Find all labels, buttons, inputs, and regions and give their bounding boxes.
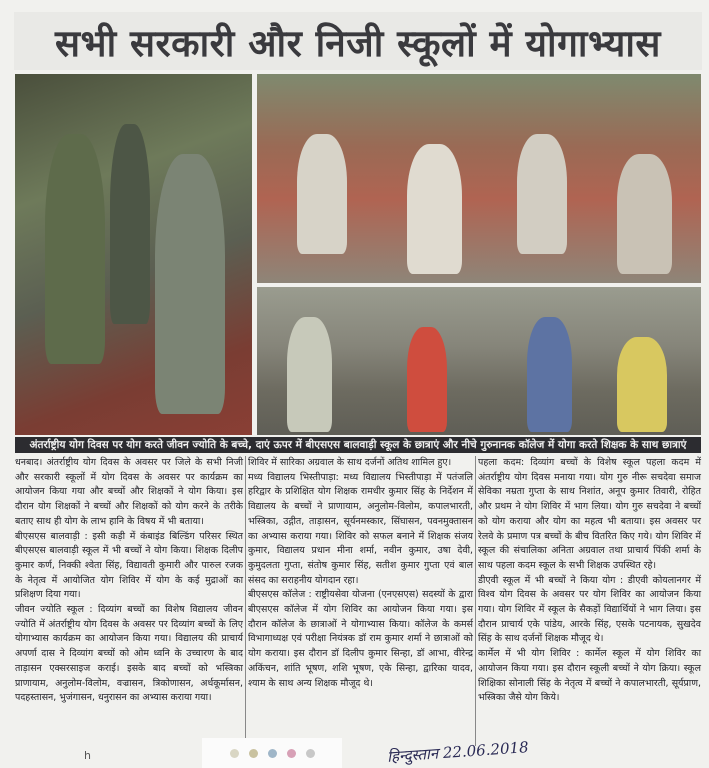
photo-jeevan-jyoti-children xyxy=(15,74,252,435)
paragraph: धनबाद। अंतर्राष्ट्रीय योग दिवस के अवसर पर जिले के सभी निजी और सरकारी स्कूलों में योग दिवस के अवसर पर कार्यक्रम का आयोजन किया गया और बच्चों और शिक्षकों ने योग किया। इस दौरान योग शिक्षकों ने बच्चों और शिक्षकों को योग करने के तरीके बताए साथ ही योग के लाभ हानि के विषय में भी बताया। xyxy=(15,457,243,527)
registration-dot xyxy=(287,749,296,758)
article-column-1 xyxy=(15,456,243,706)
paragraph: मध्य विद्यालय भिस्तीपाड़ा: मध्य विद्यालय भिस्तीपाड़ा में पतंजलि हरिद्वार के प्रशिक्षित योग शिक्षक रामधीर कुमार सिंह के निर्देशन में विद्यालय के बच्चों ने प्राणायाम, अनुलोम-विलोम, कपालभारती, भस्त्रिका, उद्गीत, ताड़ासन, सूर्यनमस्कार, सिंघासन, पवनमुक्तासन का अभ्यास कराया गया। शिविर को सफल बनाने में शिक्षक संजय कुमार, विद्यालय प्रधान मीना शर्मा, नवीन कुमार, उषा देवी, कुमुदलता गुप्ता, संतोष कुमार सिंह, सतीश कुमार गुप्ता एवं बाल संसद का सराहनीय योगदान रहा। xyxy=(248,471,473,586)
registration-dot xyxy=(306,749,315,758)
paragraph: बीएसएस कॉलेज : राष्ट्रीयसेवा योजना (एनएसएस) सदस्यों के द्वारा बीएसएस कॉलेज में योग शिविर का आयोजन किया गया। इस दौरान कॉलेज के छात्राओं ने योगाभ्यास किया। कॉलेज के कमर्स विभागाध्यक्ष एवं परीक्षा नियंत्रक डॉ राम कुमार शर्मा ने छात्राओं को योग कराया। इस दौरान डॉ दिलीप कुमार सिन्हा, डॉ आभा, वीरेन्द्र अकिंचन, शांति भूषण, शशि भूषण, एके सिन्हा, द्वारिका यादव, श्याम के साथ अन्य शिक्षक मौजूद थे। xyxy=(248,589,473,689)
paragraph: पहला कदम: दिव्यांग बच्चों के विशेष स्कूल पहला कदम में अंतर्राष्ट्रीय योग दिवस मनाया गया। योग गुरु नीरू सचदेवा समाज सेविका नम्रता गुप्ता के साथ निशांत, अनूप कुमार तिवारी, रोहित और प्रथम ने योग शिविर में भाग लिया। योग गुरु सचदेवा ने बच्चों को योग कराया और योग का महत्व भी बताया। इस अवसर पर रेलवे के प्रमाण पत्र बच्चों के बीच वितरित किए गये। योग शिविर में स्कूल की संचालिका अनिता अग्रवाल तथा प्राचार्य पिंकी शर्मा के साथ पहला कदम स्कूल के सभी शिक्षक उपस्थित रहे। xyxy=(478,457,701,571)
paragraph: बीएसएस बालवाड़ी : इसी कड़ी में कंबाइंड बिल्डिंग परिसर स्थित बीएसएस बालवाड़ी स्कूल में भी बच्चों ने योग किया। शिक्षक दिलीप कुमार कर्ण, निक्की श्वेता सिंह, विद्यावती कुमारी और पारुल रजक के नेतृत्व में आयोजित योग शिविर में योग के कई मुद्राओं का प्रशिक्षण दिया गया। xyxy=(15,530,243,601)
column-divider xyxy=(245,456,246,746)
article-column-2 xyxy=(248,456,473,691)
article-column-3 xyxy=(478,456,701,706)
photo-gurunanak-college-yoga xyxy=(257,287,701,435)
headline: सभी सरकारी और निजी स्कूलों में योगाभ्यास xyxy=(55,21,661,65)
photo-bss-balwadi-students xyxy=(257,74,701,283)
registration-dot xyxy=(268,749,277,758)
column-divider xyxy=(475,456,476,746)
registration-dot xyxy=(249,749,258,758)
paragraph: डीएवी स्कूल में भी बच्चों ने किया योग : डीएवी कोयलानगर में विश्व योग दिवस के अवसर पर योग शिविर का आयोजन किया गया। योग शिविर में स्कूल के सैकड़ों विद्यार्थियों ने भाग लिया। इस दौरान प्राचार्य एके पांडेय, आरके सिंह, एसके पटनायक, सुखदेव सिंह के साथ दर्जनों शिक्षक मौजूद थे। xyxy=(478,574,701,645)
photo-caption: अंतर्राष्ट्रीय योग दिवस पर योग करते जीवन ज्योति के बच्चे, दाएं ऊपर में बीएसएस बालवाड़ी स्कूल के छात्राएं और नीचे गुरुनानक कॉलेज में योगा करते शिक्षक के साथ छात्राएं xyxy=(15,437,701,453)
paragraph: जीवन ज्योति स्कूल : दिव्यांग बच्चों का विशेष विद्यालय जीवन ज्योति में अंतर्राष्ट्रीय योग दिवस के अवसर पर दिव्यांग बच्चों के लिए योगाभ्यास कार्यक्रम का आयोजन किया गया। विद्यालय की प्राचार्य अपर्णा दास ने दिव्यांग बच्चों को ओम ध्वनि के उच्चारण के बाद ताड़ासन एक्सरसाइज कराई। इसके बाद बच्चों को भस्त्रिका प्राणायाम, अनुलोम-विलोम, वज्रासन, त्रिकोणासन, अर्धकूर्मासन, पदहस्तासन, भुजंगासन, धनुरासन का अभ्यास कराया गया। xyxy=(15,604,243,704)
registration-dot xyxy=(230,749,239,758)
headline-banner xyxy=(14,12,702,70)
handwritten-source-date: हिन्दुस्तान 22.06.2018 xyxy=(386,738,530,766)
paragraph: शिविर में सारिका अग्रवाल के साथ दर्जनों अतिथ शामिल हुए। xyxy=(248,457,452,468)
registration-dots xyxy=(230,749,315,758)
page-mark: h xyxy=(84,749,91,762)
paragraph: कार्मेल में भी योग शिविर : कार्मेल स्कूल में योग शिविर का आयोजन किया गया। इस दौरान स्कूली बच्चों ने योग क्रिया। स्कूल शिक्षिका सोनाली सिंह के नेतृत्व में बच्चों ने कपालभारती, सूर्यप्राण, भस्त्रिका जैसे योग किये। xyxy=(478,648,701,704)
